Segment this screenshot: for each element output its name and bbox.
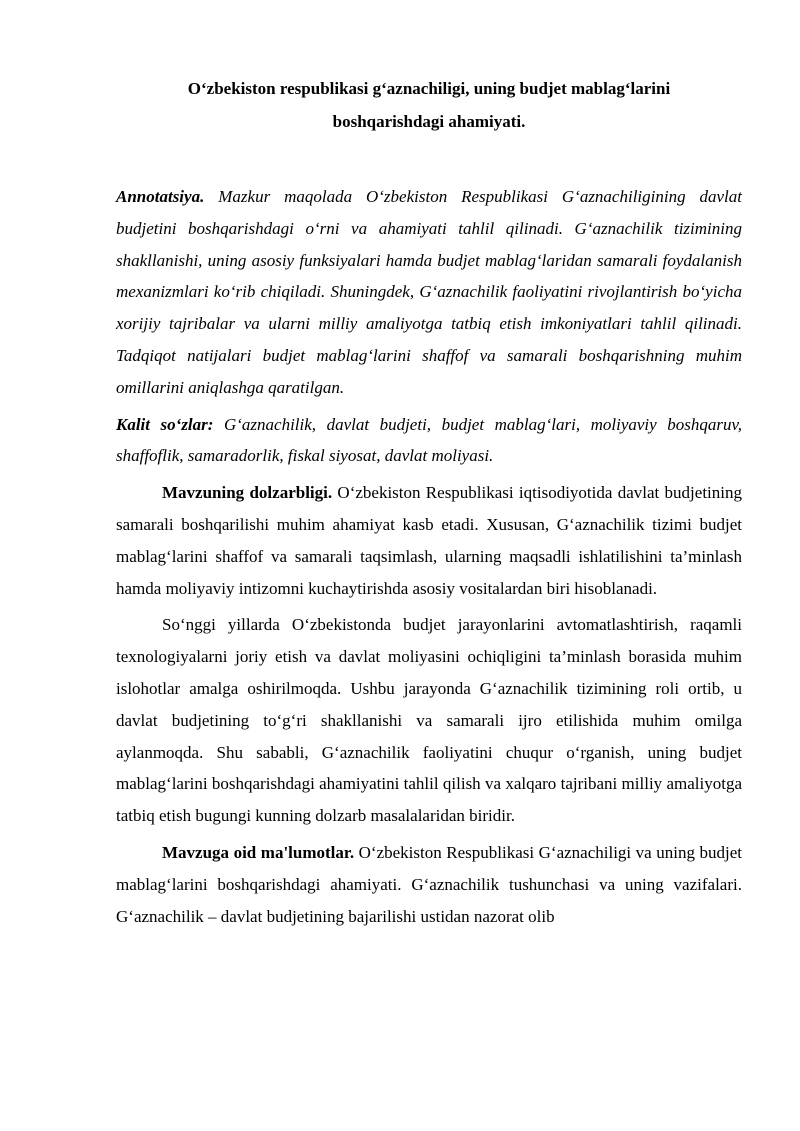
document-page	[116, 72, 742, 937]
relevance-label: Mavzuning dolzarbligi.	[162, 483, 333, 503]
keywords-label: Kalit so‘zlar:	[116, 414, 214, 434]
annotation-paragraph	[116, 181, 742, 404]
keywords-paragraph	[116, 409, 742, 473]
relevance-text: O‘zbekiston Respublikasi iqtisodiyotida davlat budjetining samarali boshqarilishi muhim ahamiyat kasb etadi. Xususan, G‘aznachilik tizimi budjet mablag‘larini shaffof va samarali taqsimlash, ularning maqsadli ishlatilishini ta’minlash hamda moliyaviy intizomni kuchaytirishda asosiy vositalardan biri hisoblanadi.	[116, 483, 742, 598]
topic-info-label: Mavzuga oid ma'lumotlar.	[162, 842, 355, 862]
title-line-1: O‘zbekiston respublikasi g‘aznachiligi, uning budjet mablag‘larini	[187, 79, 671, 98]
topic-info-text: O‘zbekiston Respublikasi G‘aznachiligi va uning budjet mablag‘larini boshqarishdagi ahamiyati. G‘aznachilik tushunchasi va uning vazifalari. G‘aznachilik – davlat budjetining bajarilishi ustidan nazorat olib	[116, 842, 742, 926]
annotation-text: Mazkur maqolada O‘zbekiston Respublikasi G‘aznachiligining davlat budjetini boshqarishdagi o‘rni va ahamiyati tahlil qilinadi. G‘aznachilik tizimining shakllanishi, uning asosiy funksiyalari hamda budjet mablag‘laridan samarali foydalanish mexanizmlari ko‘rib chiqiladi. Shuningdek, G‘aznachilik faoliyatini rivojlantirish bo‘yicha xorijiy tajribalar va ularni milliy amaliyotga tatbiq etish imkoniyatlari tahlil qilinadi. Tadqiqot natijalari budjet mablag‘larini shaffof va samarali boshqarishning muhim omillarini aniqlashga qaratilgan.	[116, 187, 742, 397]
article-title	[116, 72, 742, 138]
annotation-label: Annotatsiya.	[116, 187, 205, 206]
topic-info-paragraph	[116, 837, 742, 932]
keywords-text: G‘aznachilik, davlat budjeti, budjet mablag‘lari, moliyaviy boshqaruv, shaffoflik, samaradorlik, fiskal siyosat, davlat moliyasi.	[116, 414, 742, 466]
relevance-paragraph	[116, 477, 742, 604]
title-line-2: boshqarishdagi ahamiyati.	[332, 112, 526, 131]
recent-years-paragraph: So‘nggi yillarda O‘zbekistonda budjet jarayonlarini avtomatlashtirish, raqamli texnologiyalarni joriy etish va davlat moliyasini ochiqligini ta’minlash borasida muhim islohotlar amalga oshirilmoqda. Ushbu jarayonda G‘aznachilik tizimining roli ortib, u davlat budjetining to‘g‘ri shakllanishi va samarali ijro etilishida muhim omilga aylanmoqda. Shu sababli, G‘aznachilik faoliyatini chuqur o‘rganish, uning budjet mablag‘larini boshqarishdagi ahamiyatini tahlil qilish va xalqaro tajribani milliy amaliyotga tatbiq etish bugungi kunning dolzarb masalalaridan biridir.	[116, 615, 742, 826]
